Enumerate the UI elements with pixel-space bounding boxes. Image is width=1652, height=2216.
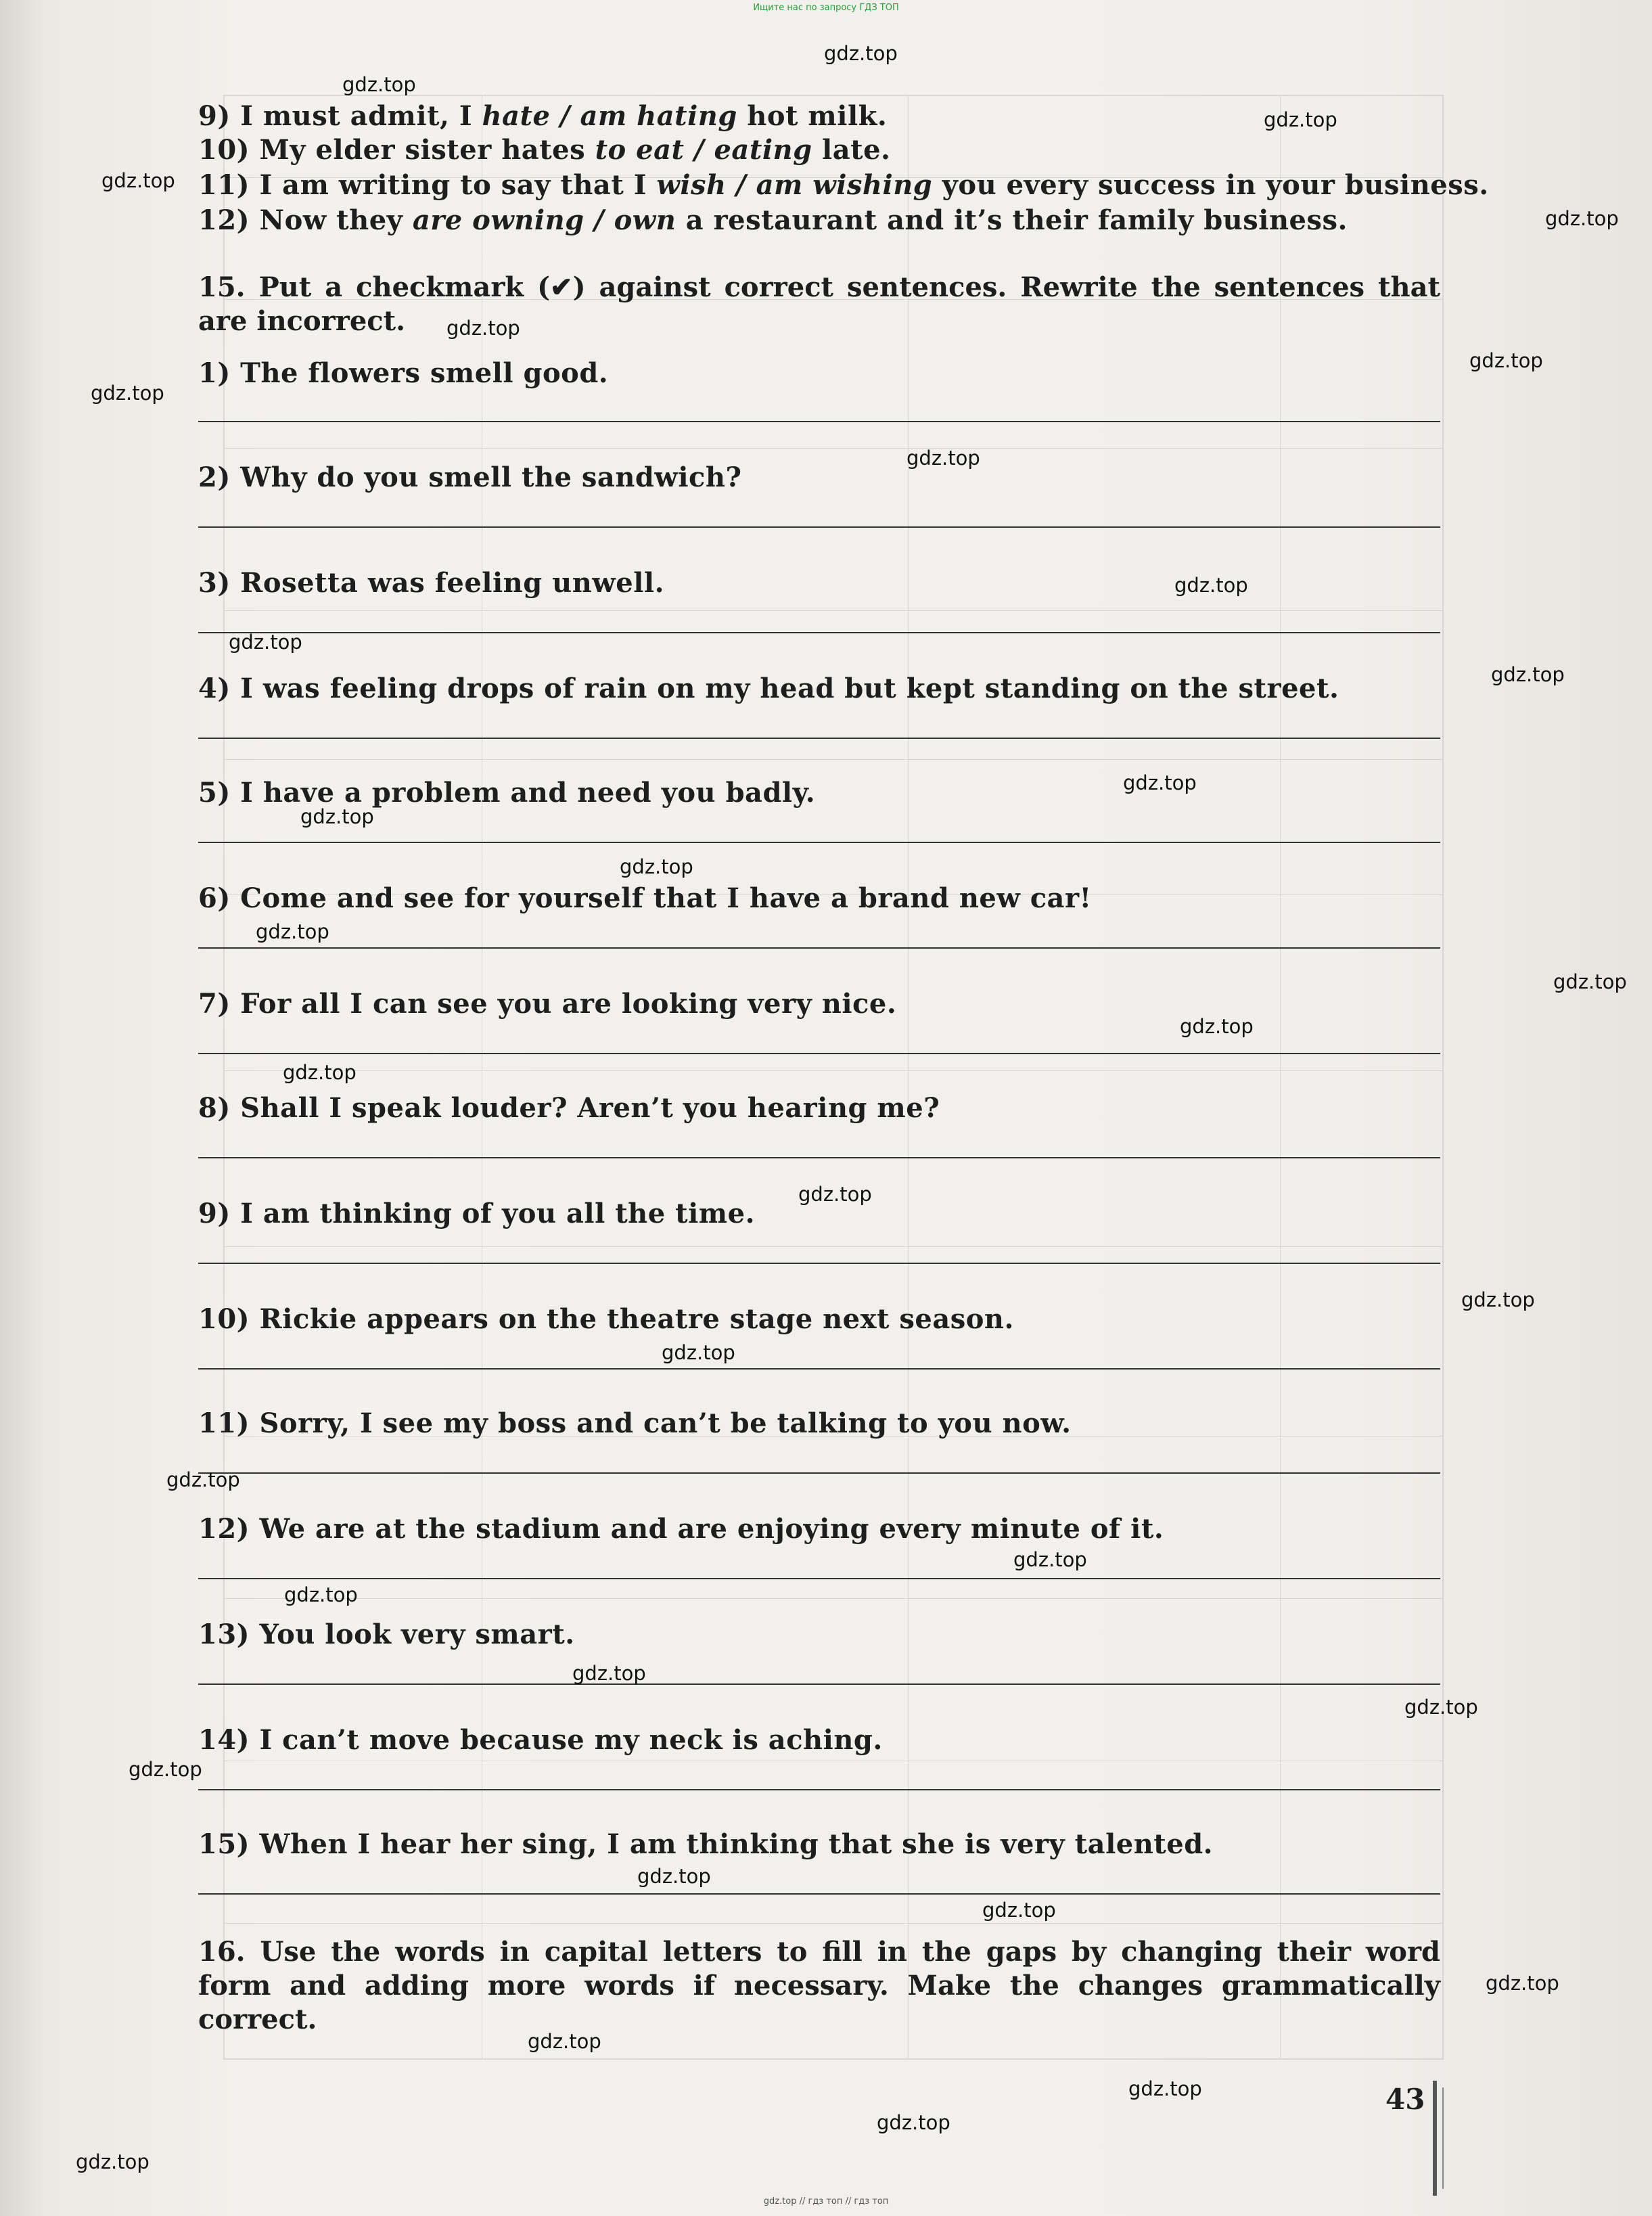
watermark: gdz.top <box>283 1061 357 1084</box>
watermark: gdz.top <box>1128 2077 1202 2100</box>
watermark: gdz.top <box>1180 1015 1254 1038</box>
answer-line-14[interactable] <box>198 1789 1440 1790</box>
answer-line-5[interactable] <box>198 842 1440 843</box>
watermark: gdz.top <box>528 2030 601 2053</box>
top-banner: Ищите нас по запросу ГДЗ ТОП <box>753 3 899 13</box>
watermark: gdz.top <box>1123 771 1197 794</box>
watermark: gdz.top <box>101 169 175 192</box>
ex15-item-1: 1) The flowers smell good. <box>198 357 609 389</box>
ex15-item-3: 3) Rosetta was feeling unwell. <box>198 567 665 599</box>
watermark: gdz.top <box>229 631 302 654</box>
ex15-item-7: 7) For all I can see you are looking very nice. <box>198 988 897 1020</box>
watermark: gdz.top <box>1461 1288 1535 1311</box>
watermark: gdz.top <box>256 920 329 943</box>
answer-line-9[interactable] <box>198 1263 1440 1264</box>
watermark: gdz.top <box>1469 349 1543 372</box>
ex15-instruction: 15. Put a checkmark (✔) against correct sentences. Rewrite the sentences that are incorrect. <box>198 271 1440 337</box>
answer-line-10[interactable] <box>198 1368 1440 1370</box>
watermark: gdz.top <box>91 382 164 405</box>
ex15-item-2: 2) Why do you smell the sandwich? <box>198 461 742 493</box>
ex15-item-15: 15) When I hear her sing, I am thinking that she is very talented. <box>198 1828 1214 1860</box>
watermark: gdz.top <box>300 805 374 828</box>
page-number: 43 <box>1385 2083 1425 2116</box>
answer-line-7[interactable] <box>198 1053 1440 1054</box>
watermark: gdz.top <box>166 1468 240 1491</box>
ex15-item-6: 6) Come and see for yourself that I have a brand new car! <box>198 882 1092 914</box>
watermark: gdz.top <box>1264 108 1337 131</box>
watermark: gdz.top <box>798 1183 872 1206</box>
watermark: gdz.top <box>1404 1696 1478 1719</box>
ex15-item-14: 14) I can’t move because my neck is aching. <box>198 1724 883 1756</box>
answer-line-1[interactable] <box>198 421 1440 422</box>
answer-line-2[interactable] <box>198 526 1440 528</box>
answer-line-3[interactable] <box>198 632 1440 633</box>
ex15-item-11: 11) Sorry, I see my boss and can’t be talking to you now. <box>198 1407 1072 1439</box>
bottom-banner: gdz.top // гдз топ // гдз топ <box>763 2196 889 2207</box>
page-edge <box>1433 2081 1437 2196</box>
answer-line-11[interactable] <box>198 1472 1440 1474</box>
ex15-item-9: 9) I am thinking of you all the time. <box>198 1198 755 1229</box>
ex15-item-12: 12) We are at the stadium and are enjoying every minute of it. <box>198 1513 1164 1545</box>
ex15-item-13: 13) You look very smart. <box>198 1619 575 1650</box>
answer-line-15[interactable] <box>198 1893 1440 1895</box>
watermark: gdz.top <box>907 447 980 470</box>
watermark: gdz.top <box>662 1341 735 1364</box>
ex15-item-5: 5) I have a problem and need you badly. <box>198 777 816 809</box>
watermark: gdz.top <box>1174 574 1248 597</box>
ex15-item-8: 8) Shall I speak louder? Aren’t you hearing me? <box>198 1092 940 1124</box>
watermark: gdz.top <box>824 42 898 65</box>
watermark: gdz.top <box>637 1865 711 1888</box>
watermark: gdz.top <box>342 73 416 96</box>
page-edge <box>1442 2087 1444 2189</box>
ex14-item-10: 10) My elder sister hates to eat / eating late. <box>198 134 891 166</box>
watermark: gdz.top <box>1013 1548 1087 1571</box>
watermark: gdz.top <box>129 1758 202 1781</box>
watermark: gdz.top <box>982 1899 1056 1922</box>
answer-line-6[interactable] <box>198 947 1440 949</box>
answer-line-8[interactable] <box>198 1157 1440 1158</box>
ex15-item-10: 10) Rickie appears on the theatre stage next season. <box>198 1303 1014 1335</box>
answer-line-4[interactable] <box>198 738 1440 739</box>
watermark: gdz.top <box>572 1662 646 1685</box>
watermark: gdz.top <box>1553 970 1627 993</box>
watermark: gdz.top <box>1545 207 1619 230</box>
watermark: gdz.top <box>284 1583 358 1606</box>
answer-line-13[interactable] <box>198 1683 1440 1685</box>
ex14-item-11: 11) I am writing to say that I wish / am wishing you every success in your business. <box>198 169 1489 201</box>
watermark: gdz.top <box>620 855 693 878</box>
ex14-item-12: 12) Now they are owning / own a restaurant and it’s their family business. <box>198 204 1348 236</box>
watermark: gdz.top <box>446 317 520 340</box>
answer-line-12[interactable] <box>198 1578 1440 1579</box>
watermark: gdz.top <box>877 2111 950 2134</box>
watermark: gdz.top <box>1486 1972 1559 1995</box>
ex16-instruction: 16. Use the words in capital letters to fill in the gaps by changing their word form and adding more words if necessary. Make the changes grammatically correct. <box>198 1936 1440 2035</box>
ex15-item-4: 4) I was feeling drops of rain on my head but kept standing on the street. <box>198 673 1339 704</box>
watermark: gdz.top <box>76 2150 150 2173</box>
watermark: gdz.top <box>1491 663 1565 686</box>
ex14-item-9: 9) I must admit, I hate / am hating hot milk. <box>198 100 888 132</box>
